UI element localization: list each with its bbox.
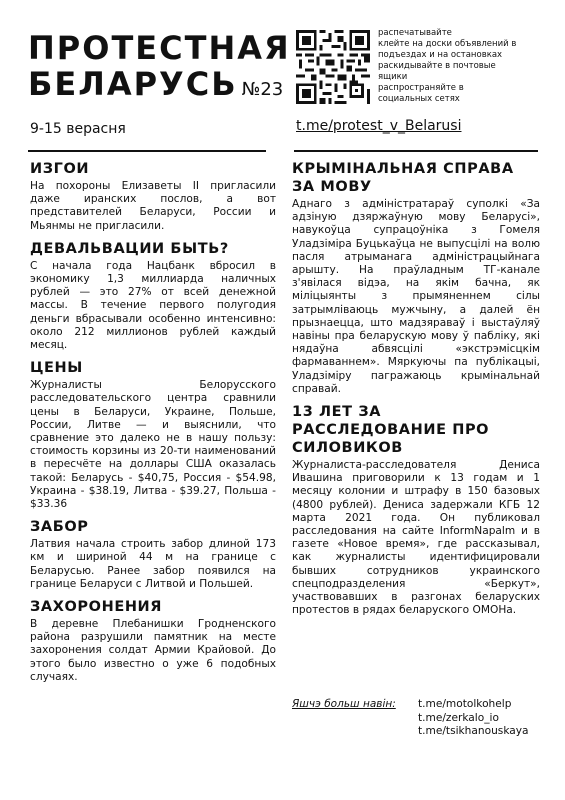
article-heading: КРЫМІНАЛЬНАЯ СПРАВА ЗА МОВУ	[292, 161, 514, 195]
distribution-instructions	[378, 28, 558, 105]
article-heading: ЦЕНЫ	[30, 360, 83, 377]
article-text: В деревне Плебанишки Гродненского района разрушили памятник на месте захоронения солдат Армии Крайовой. До этого было известно о уже 6 подобных случаях.	[30, 618, 276, 683]
issue-number: №23	[241, 79, 284, 100]
article	[292, 403, 540, 617]
masthead-title-line2	[28, 66, 291, 108]
article-text: Журналисты Белорусского расследовательского центра сравнили цены в Беларуси, Украине, Польше, России, Литве — и выяснили, что сравнение это далеко не в нашу пользу: стоимость корзины из 20-ти наименований в пересчёте на доллары США оказалась такой: Беларусь - $40,75, Россия - $54.98, Украина - $38.19, Литва - $39.27, Польша - $33.36	[30, 379, 276, 511]
left-column	[30, 160, 276, 684]
masthead-title-word: БЕЛАРУСЬ	[28, 65, 238, 103]
article-text: Журналиста-расследователя Дениса Ивашина приговорили к 13 годам и 1 месяцу колонии и штрафу в 150 базовых (4800 рублей). Дениса задержали КГБ 12 марта 2021 года. Он публиковал расследования на сайте InformNapalm и в газете «Новое время», где рассказывал, как журналисты идентифицировали бывших сотрудников украинского спецподразделения «Беркут», участвовавших в разгонах беларуских протестов в рядах беларуского ОМОНа.	[292, 459, 540, 617]
header-divider-left	[28, 150, 266, 152]
article	[30, 160, 276, 233]
more-news-link[interactable]: t.me/zerkalo_io	[418, 711, 499, 724]
masthead-title-line1: ПРОТЕСТНАЯ	[28, 29, 291, 67]
article-heading: 13 ЛЕТ ЗА РАССЛЕДОВАНИЕ ПРО СИЛОВИКОВ	[292, 404, 490, 457]
instruction-line: ящики	[378, 72, 408, 82]
more-news-link[interactable]: t.me/tsikhanouskaya	[418, 725, 529, 737]
article-text: С начала года Нацбанк вбросил в экономику 1,3 миллиарда наличных рублей — это 27% от всей денежной массы. В течение первого полугодия деньги вбрасывали особенно интенсивно: около 212 миллионов рублей каждый месяц.	[30, 259, 276, 352]
article-text: Аднаго з адміністратараў суполкі «За адзіную дзяржаўную мову Беларусі», навукоўца супрацоўніка з Гомеля Уладзіміра Буцькаўца не выпусцілі на волю пасля атрыманага адміністрацыйнага арышту. На праўладным ТГ-канале з'явілася відэа, на якім бачна, як міліцыянты з прымяненнем сілы затрымліваюць мужчыну, а далей ён прызнаецца, што мадзяраваў і выстаўляў навіны пра беларускую мову ў пабліку, які нядаўна абвясцілі «экстрэмісцкім фармаваннем». Мяркуючы па публікацыі, Уладзіміру пагражаюць крымінальнай справай.	[292, 198, 540, 395]
article	[30, 359, 276, 511]
instruction-line: распространяйте в	[378, 83, 464, 93]
article-text: На похороны Елизаветы II пригласили даже иранских послов, а вот представителей Беларуси, России и Мьянмы не пригласили.	[30, 180, 276, 232]
article	[30, 598, 276, 684]
instruction-line: распечатывайте	[378, 28, 452, 38]
article	[30, 518, 276, 591]
instruction-line: раскидывайте в почтовые	[378, 61, 496, 71]
more-news-links	[418, 698, 529, 739]
instruction-line: клейте на доски объявлений в	[378, 39, 517, 49]
more-news-link[interactable]: t.me/motolkohelp	[418, 698, 512, 710]
article-text: Латвия начала строить забор длиной 173 км и шириной 44 м на границе с Беларусью. Ранее забор появился на границе Беларуси с Литвой и Польшей.	[30, 538, 276, 590]
masthead-title	[28, 30, 291, 108]
qr-code-icon	[296, 30, 370, 104]
article	[292, 160, 540, 396]
instruction-line: социальных сетях	[378, 94, 460, 104]
channel-link[interactable]: t.me/protest_v_Belarusi	[296, 118, 462, 134]
date-range: 9-15 верасня	[30, 121, 126, 137]
right-column	[292, 160, 540, 617]
more-news-label: Яшчэ больш навін:	[292, 698, 396, 710]
article-heading: ИЗГОИ	[30, 161, 90, 177]
article-heading: ДЕВАЛЬВАЦИИ БЫТЬ?	[30, 240, 229, 257]
instruction-line: подъездах и на остановках	[378, 50, 503, 60]
article-heading: ЗАХОРОНЕНИЯ	[30, 599, 163, 616]
article	[30, 240, 276, 352]
qr-code	[296, 30, 370, 104]
header-divider-right	[294, 150, 538, 152]
article-heading: ЗАБОР	[30, 519, 89, 536]
